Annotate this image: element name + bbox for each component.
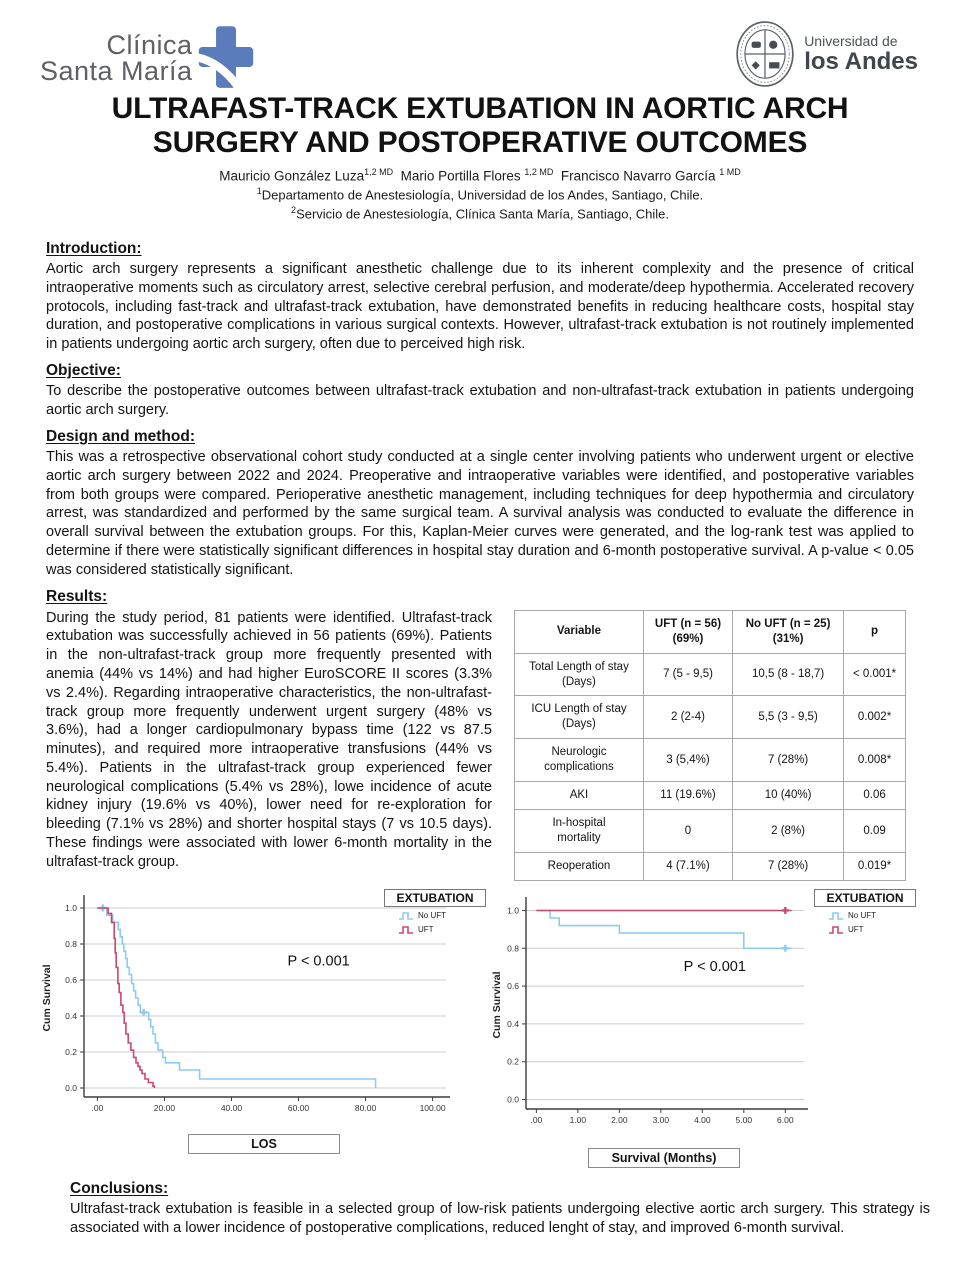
- uandes-logo-bottom: los Andes: [804, 48, 918, 76]
- x-tick-label: 3.00: [652, 1114, 670, 1125]
- table-cell-no-uft: 7 (28%): [733, 853, 844, 881]
- table-header-cell: No UFT (n = 25) (31%): [733, 610, 844, 653]
- table-cell-uft: 0: [643, 810, 732, 853]
- csm-logo-line1: Clínica: [106, 30, 193, 60]
- uandes-logo-top: Universidad de: [804, 32, 898, 49]
- table-cell-variable: Neurologic complications: [515, 739, 644, 782]
- conclusions-section: [0, 1168, 960, 1238]
- poster-title-line1: ULTRAFAST-TRACK EXTUBATION IN AORTIC ARCH: [111, 92, 849, 125]
- x-tick-label: .00: [91, 1102, 104, 1113]
- table-header-row: [515, 610, 906, 653]
- table-cell-no-uft: 7 (28%): [733, 739, 844, 782]
- affiliation-1-sup: 1: [256, 185, 262, 196]
- poster-body: [0, 224, 960, 881]
- table-cell-p: 0.002*: [844, 696, 906, 739]
- conclusions-heading: Conclusions:: [70, 1179, 169, 1197]
- x-tick-label: 40.00: [220, 1102, 243, 1113]
- y-tick-label: 0.6: [65, 974, 77, 985]
- p-value-annotation: P < 0.001: [683, 958, 746, 975]
- table-cell-p: < 0.001*: [844, 653, 906, 696]
- x-tick-label: 4.00: [694, 1114, 711, 1125]
- csm-cross-icon: [197, 24, 255, 90]
- legend-entry: [828, 924, 916, 935]
- results-text-column: [46, 608, 492, 872]
- results-text: During the study period, 81 patients were identified. Ultrafast-track extubation was successfully achieved in 56 patients (69%). Patients in the non-ultrafast-track group more frequently presented with anemia (44% vs 14%) and had higher EuroSCORE II scores (3.3% vs 2.4%). Regarding intraoperative characteristics, the non-ultrafast-track group more frequently underwent urgent surgery (48% vs 3.6%), had a longer cardiopulmonary bypass time (122 vs 87.5 minutes), and required more intraoperative transfusions (44% vs 5.4%). Patients in the ultrafast-track group experienced fewer neurological complications (5.4% vs 28%), lowe incidence of acute kidney injury (19.6% vs 40%), lower need for re-exploration for bleeding (7.1% vs 28%) and shorter hospital stays (7 vs 10.5 days). These findings were associated with lower 6-month mortality in the ultrafast-track group.: [46, 609, 492, 870]
- author-superscript: 1,2 MD: [524, 167, 554, 178]
- poster-title-line2: SURGERY AND POSTOPERATIVE OUTCOMES: [152, 126, 808, 160]
- legend-step-icon: [398, 924, 414, 935]
- y-tick-label: 0.2: [65, 1046, 77, 1057]
- table-row: [515, 653, 906, 696]
- km-chart-survival-months: [488, 889, 960, 1168]
- table-header-cell: p: [844, 610, 906, 653]
- table-row: [515, 810, 906, 853]
- table-cell-no-uft: 10 (40%): [733, 782, 844, 810]
- legend-entry: [398, 910, 486, 921]
- x-tick-label: 1.00: [569, 1114, 587, 1125]
- y-tick-label: 1.0: [65, 902, 77, 913]
- introduction-text: Aortic arch surgery represents a significant anesthetic challenge due to its inherent complexity and the presence of critical intraoperative moments such as circulatory arrest, selective cerebral perfusion, and moderate/deep hypothermia. Accelerated recovery protocols, including fast-track and ultrafast-track extubation, have demonstrated benefits in reducing healthcare costs, hospital stay duration, and postoperative complications in various surgical contexts. However, ultrafast-track extubation is not routinely implemented in patients undergoing aortic arch surgery, often due to perceived high risk.: [46, 260, 914, 353]
- y-tick-label: 0.2: [507, 1056, 519, 1067]
- legend-entry-label: UFT: [848, 924, 864, 934]
- x-tick-label: 20.00: [153, 1102, 176, 1113]
- design-text: This was a retrospective observational cohort study conducted at a single center involving patients who underwent urgent or elective aortic arch surgery between 2022 and 2024. Preoperative and intraoperative variables were identified, and postoperative variables from both groups were compared. Perioperative anesthetic management, including techniques for deep hypothermia and circulatory arrest, was standardized and performed by the same surgical team. A survival analysis was conducted to evaluate the difference in overall survival between the extubation groups. For this, Kaplan-Meier curves were generated, and the log-rank test was applied to determine if there were statistically significant differences in hospital stay duration and 6-month postoperative survival. A p-value < 0.05 was considered statistically significant.: [46, 448, 914, 578]
- table-cell-uft: 11 (19.6%): [643, 782, 732, 810]
- clinica-santa-maria-logo: [40, 24, 255, 90]
- table-cell-p: 0.09: [844, 810, 906, 853]
- affiliation-2-sup: 2: [291, 205, 297, 216]
- los-axis-title-box: LOS: [188, 1134, 340, 1154]
- legend-entry-label: No UFT: [848, 910, 876, 920]
- results-row: [46, 608, 914, 881]
- x-tick-label: 6.00: [777, 1114, 794, 1125]
- table-cell-p: 0.019*: [844, 853, 906, 881]
- objective-heading: Objective:: [46, 362, 121, 380]
- table-cell-uft: 3 (5,4%): [643, 739, 732, 782]
- author-superscript: 1 MD: [719, 167, 741, 178]
- author-name: Mario Portilla Flores: [400, 168, 525, 184]
- table-cell-uft: 4 (7.1%): [643, 853, 732, 881]
- table-cell-uft: 2 (2-4): [643, 696, 732, 739]
- results-table: [514, 610, 906, 881]
- table-cell-variable: In-hospital mortality: [515, 810, 644, 853]
- x-tick-label: 80.00: [354, 1102, 377, 1113]
- y-tick-label: 0.8: [65, 938, 77, 949]
- affiliations: [0, 185, 960, 224]
- authors-line: [0, 167, 960, 184]
- table-cell-variable: AKI: [515, 782, 644, 810]
- km-curve-uft: [97, 908, 154, 1088]
- table-cell-p: 0.06: [844, 782, 906, 810]
- km-chart-los: [38, 889, 488, 1168]
- table-cell-variable: ICU Length of stay (Days): [515, 696, 644, 739]
- table-row: [515, 739, 906, 782]
- km-curve-no-uft: [97, 908, 375, 1088]
- affiliation-2: [0, 204, 960, 224]
- header: [0, 0, 960, 88]
- table-cell-no-uft: 10,5 (8 - 18,7): [733, 653, 844, 696]
- author-name: Francisco Navarro García: [560, 168, 720, 184]
- y-tick-label: 0.0: [65, 1082, 77, 1093]
- table-cell-variable: Reoperation: [515, 853, 644, 881]
- affiliation-1-text: Departamento de Anestesiología, Universidad de los Andes, Santiago, Chile.: [261, 187, 704, 203]
- y-tick-label: 0.4: [65, 1010, 77, 1021]
- legend-step-icon: [828, 910, 844, 921]
- legend-step-icon: [398, 910, 414, 921]
- legend-step-icon: [828, 924, 844, 935]
- table-row: [515, 853, 906, 881]
- table-row: [515, 696, 906, 739]
- table-cell-no-uft: 2 (8%): [733, 810, 844, 853]
- y-axis-title: Cum Survival: [41, 964, 53, 1032]
- extubation-legend-los: [384, 889, 486, 935]
- charts-row: [0, 889, 960, 1168]
- table-header-cell: Variable: [515, 610, 644, 653]
- universidad-de-los-andes-logo: [734, 20, 918, 88]
- results-table-column: [508, 608, 914, 881]
- affiliation-1: [0, 185, 960, 205]
- table-cell-p: 0.008*: [844, 739, 906, 782]
- y-tick-label: 0.4: [507, 1018, 519, 1029]
- poster-title: [0, 92, 960, 160]
- results-table-head: [515, 610, 906, 653]
- author-superscript: 1,2 MD: [364, 167, 394, 178]
- uandes-seal-icon: [734, 20, 796, 88]
- p-value-annotation: P < 0.001: [287, 953, 350, 970]
- table-header-cell: UFT (n = 56) (69%): [643, 610, 732, 653]
- legend-title: EXTUBATION: [814, 889, 916, 907]
- objective-text: To describe the postoperative outcomes between ultrafast-track extubation and non-ultrafast-track extubation in patients undergoing aortic arch surgery.: [46, 383, 914, 418]
- table-row: [515, 782, 906, 810]
- x-tick-label: 60.00: [287, 1102, 310, 1113]
- table-cell-uft: 7 (5 - 9,5): [643, 653, 732, 696]
- x-tick-label: 5.00: [735, 1114, 753, 1125]
- x-tick-label: .00: [530, 1114, 543, 1125]
- introduction-heading: Introduction:: [46, 239, 142, 257]
- csm-logo-line2: Santa María: [40, 56, 193, 87]
- table-cell-variable: Total Length of stay (Days): [515, 653, 644, 696]
- legend-entry: [828, 910, 916, 921]
- extubation-legend-survival: [814, 889, 916, 935]
- y-tick-label: 0.8: [507, 943, 519, 954]
- y-axis-title: Cum Survival: [491, 971, 503, 1039]
- x-tick-label: 100.00: [419, 1102, 446, 1113]
- x-tick-label: 2.00: [611, 1114, 628, 1125]
- csm-logo-text: [40, 32, 193, 85]
- design-heading: Design and method:: [46, 427, 195, 445]
- conclusions-text: Ultrafast-track extubation is feasible in a selected group of low-risk patients undergoing elective aortic arch surgery. This strategy is associated with a lower incidence of postoperative complications, reduced lenght of stay, and improved 6-month survival.: [70, 1200, 930, 1236]
- results-heading: Results:: [46, 587, 108, 605]
- table-cell-no-uft: 5,5 (3 - 9,5): [733, 696, 844, 739]
- legend-title: EXTUBATION: [384, 889, 486, 907]
- author-name: Mauricio González Luza: [219, 168, 365, 184]
- y-tick-label: 0.0: [507, 1094, 519, 1105]
- legend-entry: [398, 924, 486, 935]
- legend-entry-label: No UFT: [418, 910, 446, 920]
- uandes-logo-text: [804, 34, 918, 75]
- y-tick-label: 1.0: [507, 905, 519, 916]
- km-curve-no-uft: [536, 910, 791, 948]
- survival-axis-title-box: Survival (Months): [588, 1148, 740, 1168]
- affiliation-2-text: Servicio de Anestesiología, Clínica Santa María, Santiago, Chile.: [296, 206, 669, 222]
- results-table-body: [515, 653, 906, 880]
- legend-entry-label: UFT: [418, 924, 434, 934]
- y-tick-label: 0.6: [507, 981, 519, 992]
